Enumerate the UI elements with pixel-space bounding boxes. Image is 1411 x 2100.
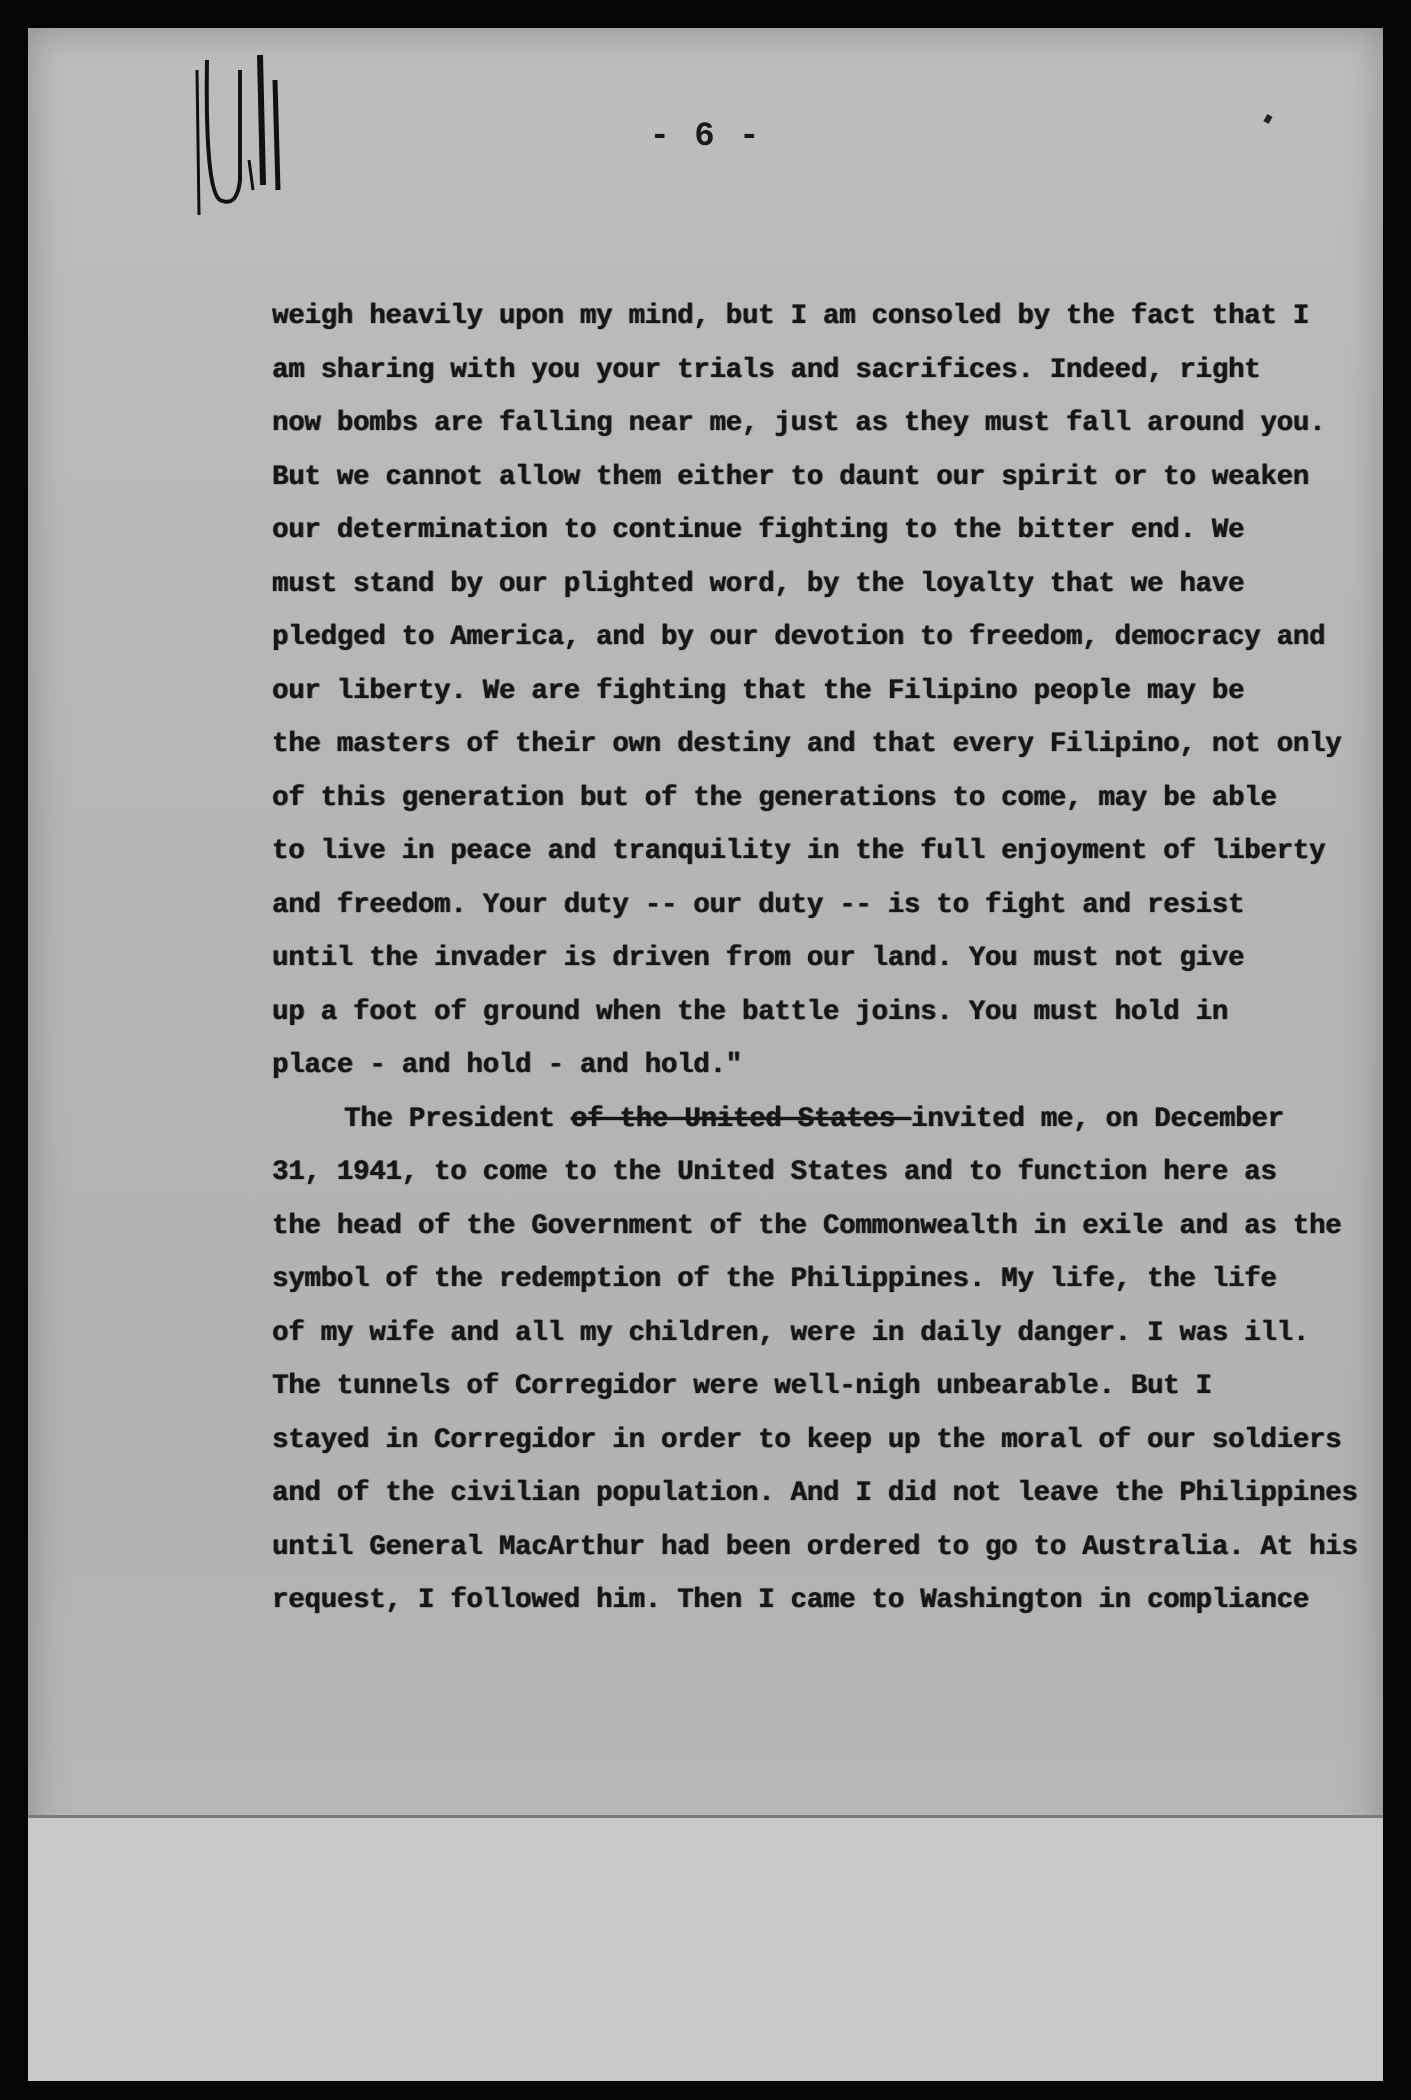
text-line: place - and hold - and hold." xyxy=(272,1050,742,1081)
text-line: of my wife and all my children, were in daily danger. I was ill. xyxy=(272,1317,1309,1349)
text-line: 31, 1941, to come to the United States and to function here as xyxy=(272,1157,1277,1188)
text-line: up a foot of ground when the battle joins. You must hold in xyxy=(272,996,1228,1028)
text-line: until the invader is driven from our land. You must not give xyxy=(272,943,1245,974)
text-line: But we cannot allow them either to daunt our spirit or to weaken xyxy=(272,461,1309,493)
text-segment: The President xyxy=(344,1103,571,1135)
text-line: stayed in Corregidor in order to keep up the moral of our soldiers xyxy=(272,1424,1342,1456)
document-text xyxy=(272,290,1358,1628)
text-line: request, I followed him. Then I came to Washington in compliance xyxy=(272,1585,1309,1616)
text-line: symbol of the redemption of the Philippines. My life, the life xyxy=(272,1264,1277,1295)
text-line: of this generation but of the generations to come, may be able xyxy=(272,782,1277,814)
text-line: the masters of their own destiny and that every Filipino, not only xyxy=(272,729,1342,760)
text-line: our determination to continue fighting to the bitter end. We xyxy=(272,515,1245,546)
underlying-page xyxy=(28,1815,1383,2081)
text-line: the head of the Government of the Commonwealth in exile and as the xyxy=(272,1210,1342,1242)
struck-through-text: of the United States xyxy=(570,1103,912,1135)
text-line: and freedom. Your duty -- our duty -- is to fight and resist xyxy=(272,889,1245,921)
text-line: weigh heavily upon my mind, but I am consoled by the fact that I xyxy=(272,301,1309,332)
text-line: am sharing with you your trials and sacrifices. Indeed, right xyxy=(272,354,1261,386)
page-number: - 6 - xyxy=(649,118,762,156)
text-line: until General MacArthur had been ordered to go to Australia. At his xyxy=(272,1531,1358,1563)
text-line: pledged to America, and by our devotion to freedom, democracy and xyxy=(272,622,1326,653)
text-line: The tunnels of Corregidor were well-nigh unbearable. But I xyxy=(272,1371,1212,1402)
text-line: must stand by our plighted word, by the loyalty that we have xyxy=(272,568,1245,600)
text-line: to live in peace and tranquility in the full enjoyment of liberty xyxy=(272,836,1326,867)
text-segment: invited me, on December xyxy=(911,1103,1284,1135)
text-line: and of the civilian population. And I did not leave the Philippines xyxy=(272,1478,1358,1509)
text-line: now bombs are falling near me, just as they must fall around you. xyxy=(272,408,1326,439)
text-line: our liberty. We are fighting that the Filipino people may be xyxy=(272,675,1245,707)
paragraph-start-line xyxy=(272,1093,1284,1147)
